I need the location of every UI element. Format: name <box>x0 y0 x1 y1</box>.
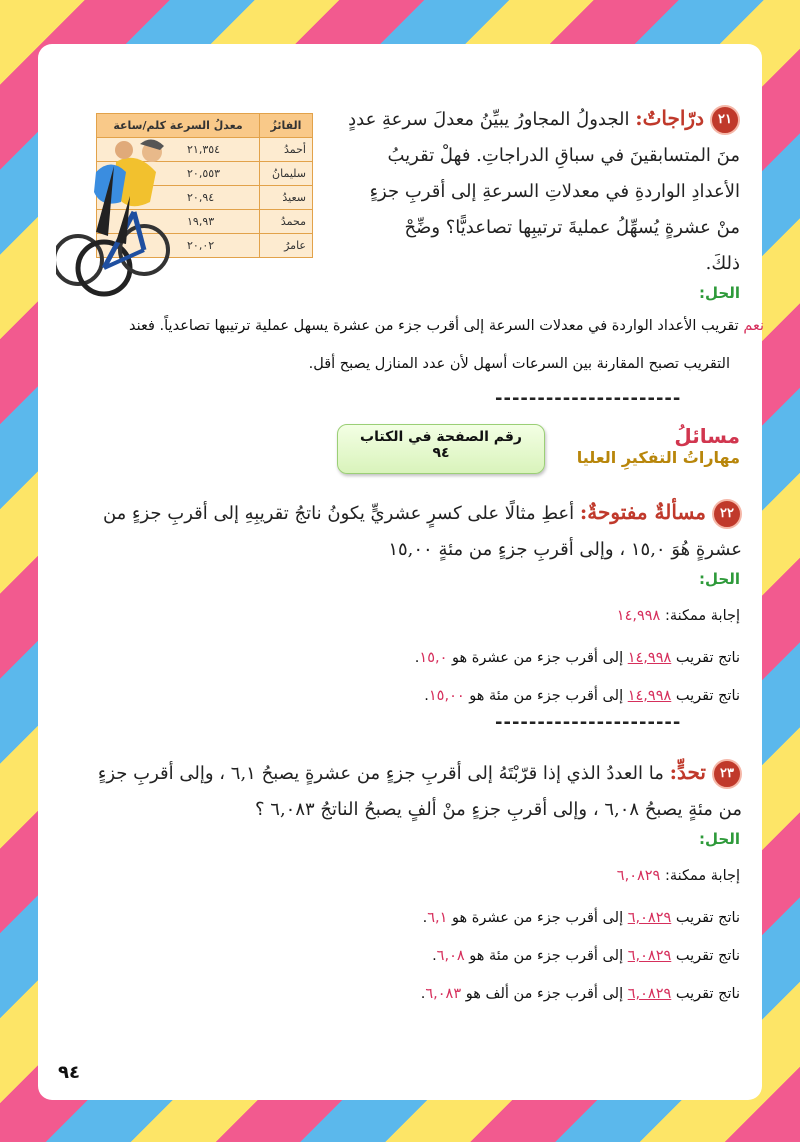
table-cell: ٢٠,٩٤ <box>97 186 260 210</box>
table-cell: عامرُ <box>260 234 313 258</box>
result-number: ٦,٠٨٢٩ <box>627 910 672 926</box>
table-cell: سليمانُ <box>260 162 313 186</box>
table-cell: ٢١,٣٥٤ <box>97 138 260 162</box>
result-end: . <box>424 688 429 704</box>
question-line: أعطِ مثالًا على كسرٍ عشريٍّ يكونُ ناتجُ تقريبِهِ إلى أقربِ جزءٍ من <box>102 503 575 524</box>
result-value: ٦,١ <box>427 910 448 926</box>
table-cell: سعيدُ <box>260 186 313 210</box>
question-line: الأعدادِ الواردةِ في معدلاتِ السرعةِ إلى أقربِ جزءٍ <box>369 181 740 202</box>
possible-value: ١٤,٩٩٨ <box>616 608 661 624</box>
divider: ---------------------- <box>495 388 682 409</box>
result-number: ١٤,٩٩٨ <box>627 688 672 704</box>
solution-label: الحل: <box>699 830 740 848</box>
result-number: ٦,٠٨٢٩ <box>627 948 672 964</box>
question-line: من مئةٍ يصبحُ ٦,٠٨ ، وإلى أقربِ جزءٍ منْ ألفٍ يصبحُ الناتجُ ٦,٠٨٣ ؟ <box>255 799 742 820</box>
question-line: عشرةٍ هُوَ ١٥,٠ ، وإلى أقربِ جزءٍ من مئةٍ ١٥,٠٠ <box>388 539 742 560</box>
cyclists-illustration <box>56 132 176 302</box>
question-22 <box>60 494 742 568</box>
rounding-result <box>300 650 740 666</box>
q21-answer <box>40 318 764 334</box>
result-value: ١٥,٠٠ <box>428 688 465 704</box>
result-end: . <box>414 650 420 666</box>
question-title: درّاجاتٌ: <box>635 106 704 130</box>
page-ref-number: ٩٤ <box>432 445 450 461</box>
solution-label: الحل: <box>699 570 740 588</box>
result-text: إلى أقرب جزء من عشرة هو <box>452 910 624 926</box>
result-text: إلى أقرب جزء من مئة هو <box>469 948 624 964</box>
answer-yes: نعم <box>743 318 764 334</box>
result-text: إلى أقرب جزء من عشرة هو <box>452 650 624 666</box>
book-page-reference <box>337 424 545 474</box>
section-subtitle: مهاراتُ التفكيرِ العليا <box>576 448 740 467</box>
rounding-result <box>300 910 740 926</box>
table-cell: ١٩,٩٣ <box>97 210 260 234</box>
possible-value: ٦,٠٨٢٩ <box>616 868 661 884</box>
result-value: ٦,٠٨٣ <box>425 986 462 1002</box>
question-title: مسألةٌ مفتوحةٌ: <box>579 500 706 524</box>
answer-text: التقريب تصبح المقارنة بين السرعات أسهل لأن عدد المنازل يصبح أقل. <box>308 356 730 372</box>
result-end: . <box>432 948 437 964</box>
result-prefix: ناتج تقريب <box>675 688 740 704</box>
result-prefix: ناتج تقريب <box>675 910 740 926</box>
rounding-result <box>300 948 740 964</box>
table-cell: محمدُ <box>260 210 313 234</box>
possible-label: إجابة ممكنة: <box>664 608 740 624</box>
section-title: مسائلُ <box>674 424 740 448</box>
possible-label: إجابة ممكنة: <box>664 868 740 884</box>
result-value: ٦,٠٨ <box>436 948 465 964</box>
result-number: ١٤,٩٩٨ <box>627 650 672 666</box>
question-line: منْ عشرةٍ يُسهِّلُ عمليةَ ترتيبِها تصاعديًّا؟ وضِّحْ <box>404 217 740 238</box>
page-ref-label: رقم الصفحة في الكتاب <box>360 429 522 445</box>
question-number: ٢٣ <box>712 759 742 789</box>
result-number: ٦,٠٨٢٩ <box>627 986 672 1002</box>
question-number: ٢١ <box>710 105 740 135</box>
section-header <box>560 424 740 467</box>
table-cell: أحمدُ <box>260 138 313 162</box>
question-line: الجدولُ المجاورُ يبيِّنُ معدلَ سرعةِ عددٍ <box>348 109 630 130</box>
question-number: ٢٢ <box>712 499 742 529</box>
result-prefix: ناتج تقريب <box>675 650 740 666</box>
table-cell: ٢٠,٠٢ <box>97 234 260 258</box>
question-23 <box>60 754 742 828</box>
possible-answer <box>400 868 740 884</box>
question-line: ما العددُ الذي إذا قرّبْتَهُ إلى أقربِ جزءٍ من عشرةٍ يصبحُ ٦,١ ، وإلى أقربِ جزءٍ <box>97 763 664 784</box>
result-value: ١٥,٠ <box>419 650 448 666</box>
answer-text: تقريب الأعداد الواردة في معدلات السرعة إلى أقرب جزء من عشرة يسهل عملية ترتيبها تصاعدياً. فعند <box>129 318 744 334</box>
result-end: . <box>422 910 428 926</box>
solution-label: الحل: <box>699 284 740 302</box>
question-line: ذلكَ. <box>705 253 740 274</box>
result-text: إلى أقرب جزء من ألف هو <box>465 986 624 1002</box>
result-prefix: ناتج تقريب <box>675 986 740 1002</box>
table-header: الفائزُ <box>260 114 313 138</box>
page-number: ٩٤ <box>58 1062 80 1083</box>
divider: ---------------------- <box>495 712 682 733</box>
result-end: . <box>420 986 426 1002</box>
possible-answer <box>400 608 740 624</box>
question-title: تحدٍّ: <box>669 760 706 784</box>
result-prefix: ناتج تقريب <box>675 948 740 964</box>
rounding-result <box>300 688 740 704</box>
question-line: منَ المتسابقينَ في سباقِ الدراجاتِ. فهلْ تقريبُ <box>387 145 740 166</box>
table-cell: ٢٠,٥٥٣ <box>97 162 260 186</box>
result-text: إلى أقرب جزء من مئة هو <box>469 688 624 704</box>
table-header: معدلُ السرعة كلم/ساعة <box>97 114 260 138</box>
rounding-result <box>300 986 740 1002</box>
question-21 <box>330 100 740 282</box>
